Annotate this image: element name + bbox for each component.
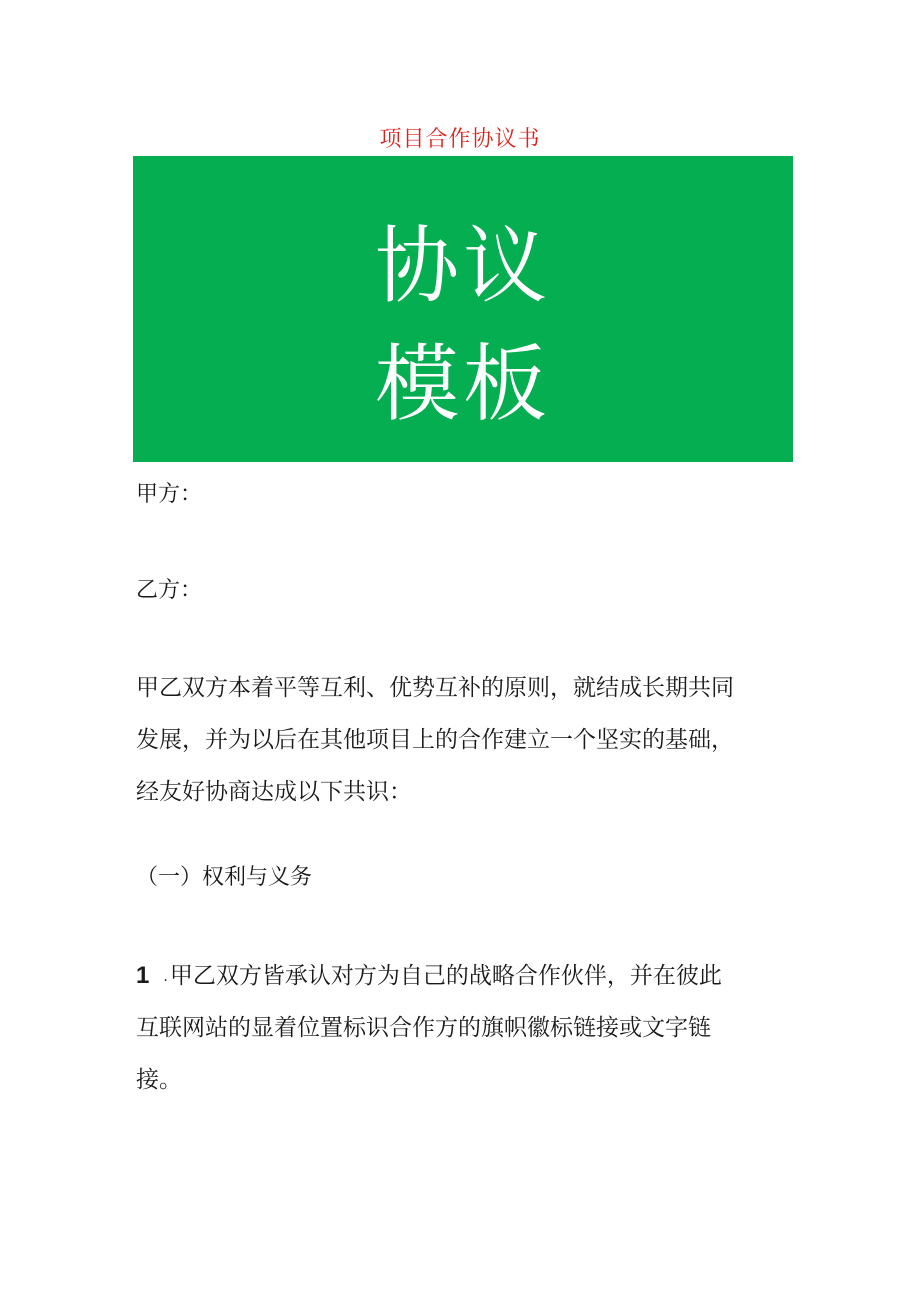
clause-separator: . [163, 969, 168, 985]
intro-line: 经友好协商达成以下共识： [136, 779, 412, 805]
party-a-label: 甲方： [136, 482, 203, 507]
intro-line: 甲乙双方本着平等互利、优势互补的原则，就结成长期共同 [136, 675, 734, 701]
cover-banner [133, 156, 793, 462]
document-title: 项目合作协议书 [379, 127, 541, 152]
cover-title-line-1: 协议 [374, 217, 551, 315]
cover-title-line-2: 模板 [374, 335, 551, 433]
clause-text: 甲乙双方皆承认对方为自己的战略合作伙伴，并在彼此 [169, 963, 722, 989]
section-heading: （一）权利与义务 [136, 865, 313, 890]
clause-number: 1 [136, 962, 150, 989]
intro-paragraph [136, 662, 796, 818]
clause-line [136, 950, 796, 1002]
clause-line: 接。 [136, 1067, 182, 1093]
intro-line: 发展，并为以后在其他项目上的合作建立一个坚实的基础， [136, 727, 734, 753]
clause-line: 互联网站的显着位置标识合作方的旗帜徽标链接或文字链 [136, 1015, 711, 1041]
party-b-label: 乙方： [136, 578, 203, 603]
clause-1 [136, 950, 796, 1106]
